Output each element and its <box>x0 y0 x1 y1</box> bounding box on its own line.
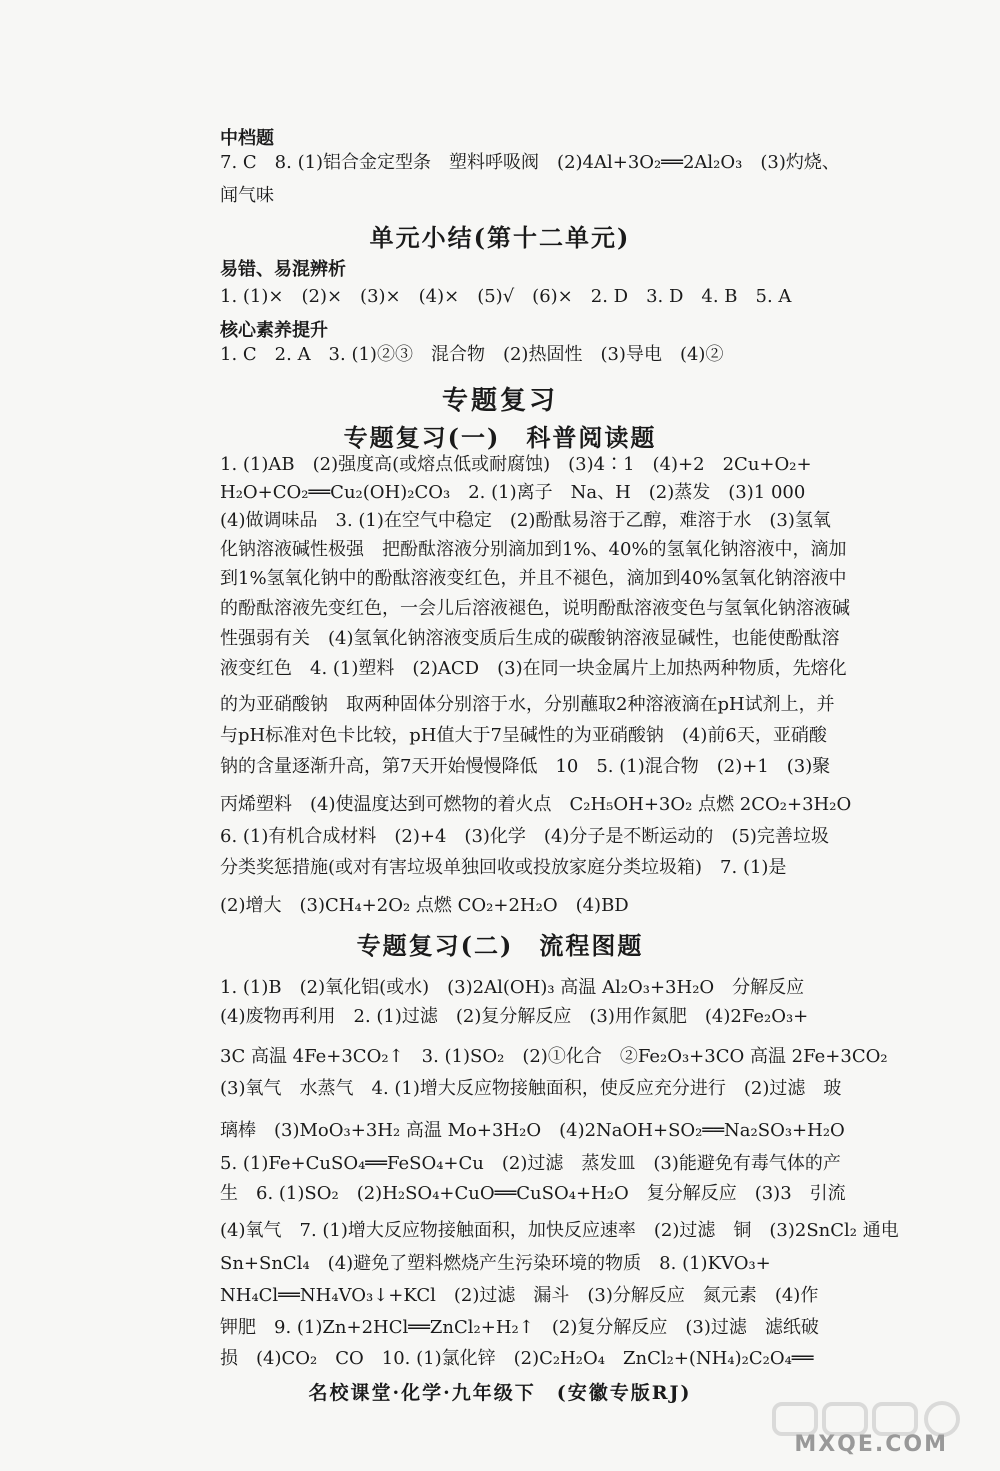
answer-line: (4)做调味品 3. (1)在空气中稳定 (2)酚酞易溶于乙醇，难溶于水 (3)氢氧 <box>220 510 831 531</box>
answer-line: 化钠溶液碱性极强 把酚酞溶液分别滴加到1%、40%的氢氧化钠溶液中，滴加 <box>220 539 847 560</box>
answer-line: (4)氧气 7. (1)增大反应物接触面积，加快反应速率 (2)过滤 铜 (3)2SnCl₂ 通电 <box>220 1220 899 1241</box>
answer-line: 的为亚硝酸钠 取两种固体分别溶于水，分别蘸取2种溶液滴在pH试剂上，并 <box>220 694 835 715</box>
answer-line: 6. (1)有机合成材料 (2)+4 (3)化学 (4)分子是不断运动的 (5)完善垃圾 <box>220 826 829 847</box>
answer-line: 璃棒 (3)MoO₃+3H₂ 高温 Mo+3H₂O (4)2NaOH+SO₂══Na₂SO₃+H₂O <box>220 1120 845 1141</box>
answer-line: 液变红色 4. (1)塑料 (2)ACD (3)在同一块金属片上加热两种物质，先熔化 <box>220 658 847 679</box>
answer-line: 丙烯塑料 (4)使温度达到可燃物的着火点 C₂H₅OH+3O₂ 点燃 2CO₂+3H₂O <box>220 794 852 815</box>
answer-line: 与pH标准对色卡比较，pH值大于7呈碱性的为亚硝酸钠 (4)前6天，亚硝酸 <box>220 725 827 746</box>
answer-line: 性强弱有关 (4)氢氧化钠溶液变质后生成的碳酸钠溶液显碱性，也能使酚酞溶 <box>220 628 840 649</box>
answer-line: 到1%氢氧化钠中的酚酞溶液变红色，并且不褪色，滴加到40%氢氧化钠溶液中 <box>220 568 847 589</box>
answer-line: 钾肥 9. (1)Zn+2HCl══ZnCl₂+H₂↑ (2)复分解反应 (3)过滤 滤纸破 <box>220 1317 819 1338</box>
answer-line: 的酚酞溶液先变红色，一会儿后溶液褪色，说明酚酞溶液变色与氢氧化钠溶液碱 <box>220 598 850 619</box>
answer-line: 3C 高温 4Fe+3CO₂↑ 3. (1)SO₂ (2)①化合 ②Fe₂O₃+3CO 高温 2Fe+3CO₂ <box>220 1046 888 1067</box>
answer-line: H₂O+CO₂══Cu₂(OH)₂CO₃ 2. (1)离子 Na、H (2)蒸发 (3)1 000 <box>220 482 806 503</box>
answer-line: 损 (4)CO₂ CO 10. (1)氯化锌 (2)C₂H₂O₄ ZnCl₂+(NH₄)₂C₂O₄══ <box>220 1348 814 1369</box>
answer-line: Sn+SnCl₄ (4)避免了塑料燃烧产生污染环境的物质 8. (1)KVO₃+ <box>220 1253 771 1274</box>
subsection-core: 核心素养提升 <box>220 320 328 341</box>
review-title: 专题复习 <box>441 386 558 416</box>
answer-line: (4)废物再利用 2. (1)过滤 (2)复分解反应 (3)用作氮肥 (4)2Fe₂O₃+ <box>220 1006 809 1027</box>
watermark-text: MXQE.COM <box>794 1432 948 1457</box>
page-footer: 名校课堂·化学·九年级下 (安徽专版RJ) <box>308 1382 692 1404</box>
answer-line: 分类奖惩措施(或对有害垃圾单独回收或投放家庭分类垃圾箱) 7. (1)是 <box>220 857 787 878</box>
topic1-title: 专题复习(一) 科普阅读题 <box>343 423 657 452</box>
answer-line: 5. (1)Fe+CuSO₄══FeSO₄+Cu (2)过滤 蒸发皿 (3)能避免有毒气体的产 <box>220 1153 841 1174</box>
subsection-medium: 中档题 <box>220 128 274 149</box>
answer-line: 钠的含量逐渐升高，第7天开始慢慢降低 10 5. (1)混合物 (2)+1 (3)聚 <box>220 756 831 777</box>
topic2-title: 专题复习(二) 流程图题 <box>356 931 644 960</box>
unit-summary-title: 单元小结(第十二单元) <box>369 223 631 252</box>
answer-line: 7. C 8. (1)铝合金定型条 塑料呼吸阀 (2)4Al+3O₂══2Al₂O₃ (3)灼烧、 <box>220 152 840 173</box>
answer-line: NH₄Cl══NH₄VO₃↓+KCl (2)过滤 漏斗 (3)分解反应 氮元素 (4)作 <box>220 1285 819 1306</box>
answer-line: 1. C 2. A 3. (1)②③ 混合物 (2)热固性 (3)导电 (4)② <box>220 344 724 365</box>
answer-line: 1. (1)B (2)氧化铝(或水) (3)2Al(OH)₃ 高温 Al₂O₃+3H₂O 分解反应 <box>220 977 805 998</box>
answer-line: 1. (1)× (2)× (3)× (4)× (5)√ (6)× 2. D 3. D 4. B 5. A <box>220 286 792 307</box>
answer-line: (2)增大 (3)CH₄+2O₂ 点燃 CO₂+2H₂O (4)BD <box>220 895 629 916</box>
answer-line: 生 6. (1)SO₂ (2)H₂SO₄+CuO══CuSO₄+H₂O 复分解反应 (3)3 引流 <box>220 1183 846 1204</box>
answer-line: (3)氧气 水蒸气 4. (1)增大反应物接触面积，使反应充分进行 (2)过滤 玻 <box>220 1078 842 1099</box>
answer-line: 1. (1)AB (2)强度高(或熔点低或耐腐蚀) (3)4∶1 (4)+2 2Cu+O₂+ <box>220 454 812 475</box>
answer-line: 闻气味 <box>220 185 274 206</box>
subsection-errors: 易错、易混辨析 <box>220 259 346 280</box>
